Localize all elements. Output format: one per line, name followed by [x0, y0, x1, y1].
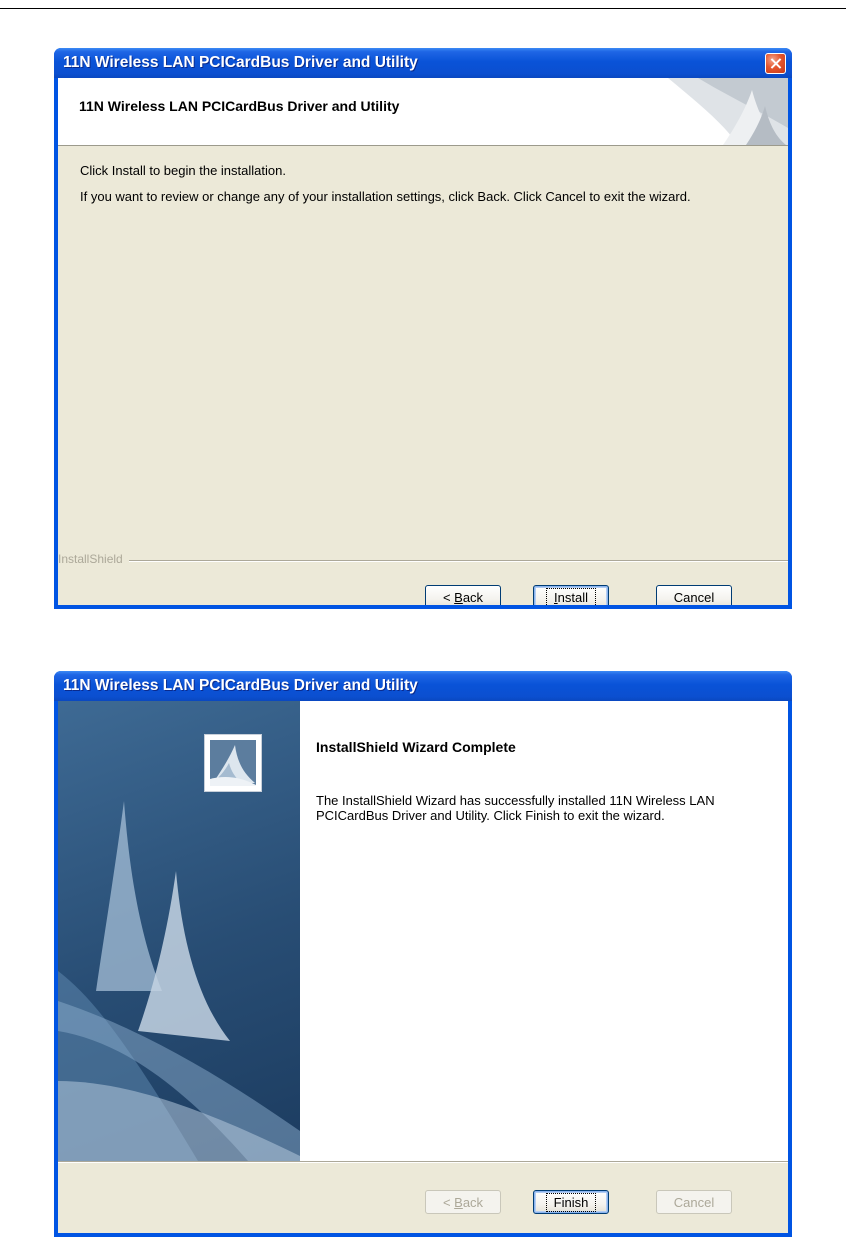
completion-heading: InstallShield Wizard Complete [316, 739, 516, 755]
installshield-brand-label: InstallShield [58, 552, 129, 567]
page-top-rule [0, 8, 846, 9]
window-title: 11N Wireless LAN PCICardBus Driver and Utility [63, 677, 418, 694]
complete-dialog-window [54, 671, 792, 1237]
installshield-logo-icon [204, 734, 262, 792]
installshield-art-icon [58, 701, 300, 1161]
wizard-content-pane [300, 701, 788, 1161]
header-title: 11N Wireless LAN PCICardBus Driver and Utility [79, 98, 400, 114]
cancel-button: Cancel [656, 1190, 732, 1214]
window-title: 11N Wireless LAN PCICardBus Driver and Utility [63, 54, 418, 71]
dialog-client-area [58, 78, 788, 605]
install-dialog-window [54, 48, 792, 609]
finish-button[interactable]: Finish [533, 1190, 609, 1214]
brand-divider [58, 560, 788, 562]
button-area-divider [58, 1161, 788, 1163]
back-button[interactable]: < Back [425, 585, 501, 605]
wizard-side-panel [58, 701, 300, 1161]
title-bar[interactable] [54, 48, 792, 78]
install-button[interactable]: Install [533, 585, 609, 605]
header-band [58, 78, 788, 146]
instruction-text: Click Install to begin the installation. [80, 163, 286, 178]
dialog-client-area [58, 701, 788, 1233]
close-icon[interactable] [765, 53, 786, 74]
cancel-button[interactable]: Cancel [656, 585, 732, 605]
instruction-detail-text: If you want to review or change any of your installation settings, click Back. Click Cancel to exit the wizard. [80, 189, 691, 204]
back-button: < Back [425, 1190, 501, 1214]
title-bar[interactable] [54, 671, 792, 701]
installshield-art-icon [628, 78, 788, 145]
completion-message: The InstallShield Wizard has successfully installed 11N Wireless LAN PCICardBus Driver and Utility. Click Finish to exit the wizard. [316, 793, 715, 823]
